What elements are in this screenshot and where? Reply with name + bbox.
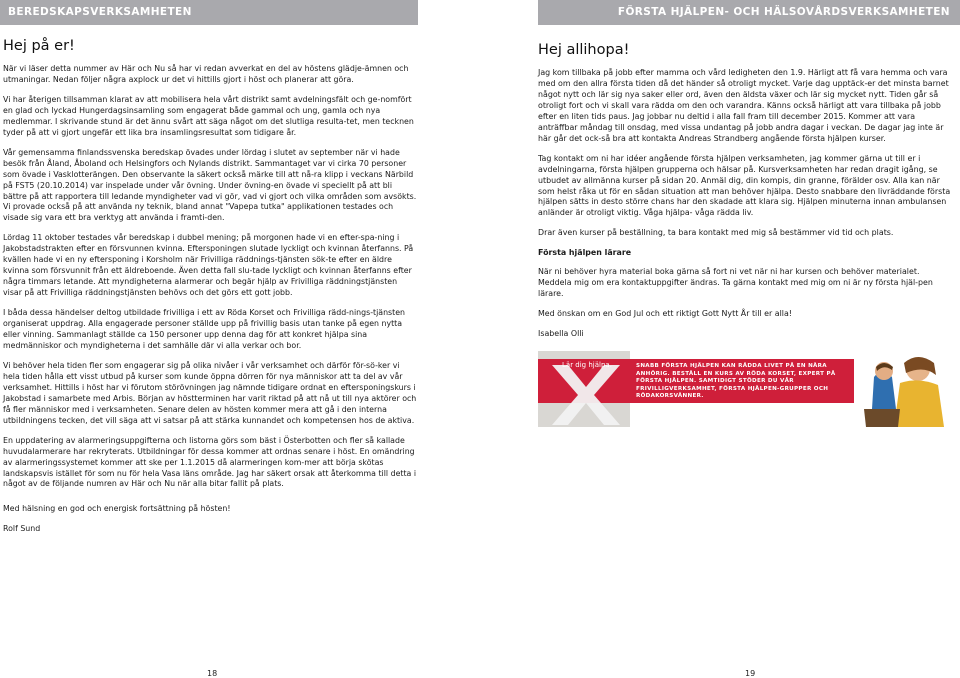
paragraph: Vi har återigen tillsamman klarat av att mobilisera hela vårt distrikt samt avdelningsfält och ge-nomfört en glad och lyckad Hungerdagsinsamling som engagerat både gammal och ung, gamla och nya medlemmar. I skrivande stund är det ännu svårt att säga något om det slutliga resulta-tet, men tecknen tyder på att vi gjort ungefär ett lika bra insamlingsresultat som tidigare år. [3, 94, 414, 137]
paragraph: Jag kom tillbaka på jobb efter mamma och vård ledigheten den 1.9. Härligt att få vara hemma och vara med om den allra första tiden då det händer så otroligt mycket. Varje dag upptäck-er det minsta barnet något nytt och lär sig nya saker eller ord, även den äldsta växer och lär sig mycket nytt. Tiden går så otroligt fort och vi skall vara rädda om den och varandra. Känns också härligt att vara tillbaka på jobb efter en liten tids paus. Jag jobbar nu deltid i alla fall fram till december 2015. Kommer att vara anträffbar måndag till onsdag, med vissa undantag på jobb andra dagar i veckan. De dagar jag inte är här går det ock-så bra att kontakta Andreas Strandberg angående första hjälpen kurser. [538, 68, 949, 143]
paragraph: När vi läser detta nummer av Här och Nu så har vi redan avverkat en del av höstens glädje-ämnen och utmaningar. Nedan följer några axplock ur det vi hittills gjort i höst och planerar att göra. [3, 64, 409, 84]
left-page [0, 0, 418, 678]
paragraph: I båda dessa händelser deltog utbildade frivilliga i ett av Röda Korset och Frivilliga rädd-nings-tjänsten organiserat uppdrag. Alla engagerade personer ställde upp på frivillig basis utan tanke på egen nytta eller vinning. Sammanlagt ställde ca 150 personer upp denna dag för att konkret hjälpa sina medmänniskor och myndigheterna i det samhälle där vi alla verkar och bor. [3, 308, 406, 350]
section-header: BEREDSKAPSVERKSAMHETEN [0, 0, 418, 25]
author-signature: Rolf Sund [3, 524, 41, 534]
author-signature: Isabella Olli [538, 329, 584, 339]
paragraph: När ni behöver hyra material boka gärna så fort ni vet när ni har kursen och behöver materialet. Meddela mig om era kontaktuppgifter ändras. Ta gärna kontakt med mig om ni är ny första hjäl-pen lärare. [538, 267, 933, 299]
paragraph: En uppdatering av alarmeringsuppgifterna och listorna görs som bäst i Österbotten och fler så kallade huvudalarmerare har rekryterats. Utbildningar för dessa kommer att ordnas senare i höst. En omändring av alarmeringssystemet kommer att ske per 1.1.2015 då alarmeringen kom-mer att börja skötas landskapsvis istället för som nu för hela Vasa läns område. Jag har säkert orsak att återkomma till detta i något av de följande numren av Här och Nu när alla bitar fallit på plats. [3, 435, 417, 489]
page-title: Hej på er! [3, 38, 75, 54]
left-column [3, 38, 418, 544]
ad-text: SNABB FÖRSTA HJÄLPEN KAN RÄDDA LIVET PÅ EN NÄRA ANHÖRIG. BESTÄLL EN KURS AV RÖDA KORSET, EXPERT PÅ FÖRSTA HJÄLPEN. SAMTIDIGT STÖDER DU VÅR FRIVILLIGVERKSAMHET, FÖRSTA HJÄLPEN-GRUPPER OCH RÖDAKORSVÄNNER. [636, 363, 836, 400]
right-column [538, 38, 954, 427]
page-number: 19 [745, 669, 756, 678]
paragraph: Tag kontakt om ni har idéer angående första hjälpen verksamheten, jag kommer gärna ut till er i avdelningarna, första hjälpen grupperna och hälsar på. Kursverksamheten har redan dragit igång, se utbudet av allmänna kurser på sidan 20. Anmäl dig, din kompis, din granne, förälder osv. Alla kan när som helst råka ut för en sådan situation att man behöver hjälpa. Desto snabbare den livräddande första hjälpen sätts in desto större chans har den skadade att klara sig. Hjälpen minuterna innan ambulansen anländer är otroligt viktig. Våga hjälpa- våga rädda liv. [538, 153, 951, 218]
page-title: Hej allihopa! [538, 42, 630, 58]
right-page [538, 0, 960, 678]
page-number: 18 [207, 669, 218, 678]
subheading: Första hjälpen lärare [538, 248, 632, 258]
paragraph: Vår gemensamma finlandssvenska beredskap övades under lördag i slutet av september när vi hade besök från Åland, Åboland och Helsingfors och Nylands distrikt. Sammantaget var vi cirka 70 personer som övade i Vasklotterängen. Den observante la säkert också märke till att nå-ra klipp i veckans Närbild på FST5 (20.10.2014) var inspelade under vår övning. Under övning-en övade vi speciellt på att bli bättre på att rapportera till ledande myndigheter vad vi gör, vad vi gjort och vilka områden som avsökts. Vi provade också på att använda ny teknik, bland annat "Vapepa tutka" applikationen testades och visade sig vara ett bra verktyg att använda i framti-den. [3, 147, 417, 223]
paragraph: Lördag 11 oktober testades vår beredskap i dubbel mening; på morgonen hade vi en efter-spa-ning i Jakobstadstrakten efter en försvunnen kvinna. Eftersponingen slutade lyckligt och kvinnan återfanns. På kvällen hade vi en ny eftersponing i Korsholm när Frivilliga räddnings-tjänsten sök-te efter en äldre kvinna som försvunnit från ett äldreboende. Även detta fall slu-tade lyckligt och kvinnan återfanns efter några timmars letande. Att myndigheterna alarmerar och begär hjälp av Frivilliga räddningstjänsten visar på att Frivilliga räddningstjänsten behövs och det görs ett gott jobb. [3, 233, 414, 298]
paragraph: Drar även kurser på beställning, ta bara kontakt med mig så bestämmer vid tid och plats. [538, 228, 894, 238]
paragraph: Med önskan om en God Jul och ett riktigt Gott Nytt År till er alla! [538, 309, 792, 319]
ad-slogan: Lär dig hjälpa. [562, 361, 612, 370]
red-cross-advertisement [538, 349, 954, 427]
section-header: FÖRSTA HJÄLPEN- OCH HÄLSOVÅRDSVERKSAMHETEN [538, 0, 960, 25]
paragraph: Vi behöver hela tiden fler som engagerar sig på olika nivåer i vår verksamhet och därför för-sö-ker vi hela tiden hålla ett visst utbud på kurser som kunde öppna dörren för nya människor att ta del av vår verksamhet. Hittills i höst har vi förutom störövningen jag nämnde tidigare ordnat en eftersponingskurs i Jakobstad i samarbete med Arbis. Början av höstterminen har varit riktad på att nå ut till nya aktörer och få fler människor med i verksamheten. Senare delen av hösten kommer mera att gå i den interna utbildningens tecken, det vill säga att vi satsar på att stärka kunnandet och kompetensen hos de aktiva. [3, 360, 417, 425]
closing-line: Med hälsning en god och energisk fortsättning på hösten! [3, 504, 231, 514]
ad-photo-people [854, 349, 954, 427]
